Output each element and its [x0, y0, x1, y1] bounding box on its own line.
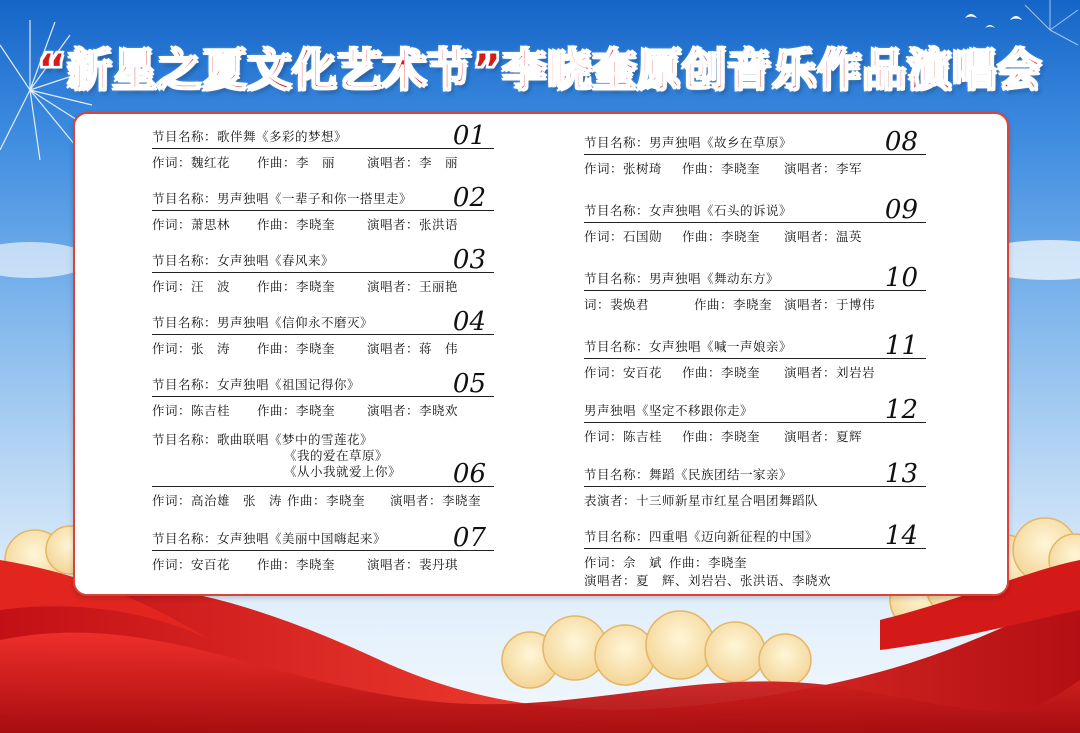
program-title: 四重唱《迈向新征程的中国》 — [649, 529, 819, 544]
program-title: 男声独唱《信仰永不磨灭》 — [217, 315, 374, 330]
program-title: 女声独唱《祖国记得你》 — [217, 377, 361, 392]
program-item: 节目名称：女声独唱《喊一声娘亲》 11 作词：安百花 作曲：李晓奎 演唱者：刘岩岩 — [584, 332, 926, 379]
page-title: “新星之夏文化艺术节”李晓奎原创音乐作品演唱会 — [37, 45, 1043, 96]
program-title: 男声独唱《故乡在草原》 — [649, 135, 793, 150]
program-title: 男声独唱《一辈子和你一搭里走》 — [217, 191, 413, 206]
program-title: 《从小我就爱上你》 — [284, 464, 402, 479]
program-item: 节目名称：女声独唱《石头的诉说》 09 作词：石国勋 作曲：李晓奎 演唱者：温英 — [584, 196, 926, 243]
program-number: 02 — [452, 183, 486, 213]
program-number: 12 — [884, 395, 918, 425]
program-number: 10 — [884, 263, 918, 293]
program-number: 04 — [452, 307, 486, 337]
program-item: 节目名称：歌伴舞《多彩的梦想》 01 作词：魏红花 作曲：李 丽 演唱者：李 丽 — [152, 122, 494, 169]
birds — [965, 14, 1022, 28]
program-number: 06 — [452, 459, 486, 489]
program-item: 节目名称：男声独唱《信仰永不磨灭》 04 作词：张 涛 作曲：李晓奎 演唱者：蒋 伟 — [152, 308, 494, 355]
program-item: 节目名称：男声独唱《故乡在草原》 08 作词：张树琦 作曲：李晓奎 演唱者：李军 — [584, 128, 926, 175]
program-number: 03 — [452, 245, 486, 275]
program-title: 女声独唱《春风来》 — [217, 253, 335, 268]
program-item: 男声独唱《坚定不移跟你走》 12 作词：陈吉桂 作曲：李晓奎 演唱者：夏辉 — [584, 396, 926, 443]
program-title: 舞蹈《民族团结一家亲》 — [649, 467, 793, 482]
program-item: 节目名称：女声独唱《祖国记得你》 05 作词：陈吉桂 作曲：李晓奎 演唱者：李晓欢 — [152, 370, 494, 417]
program-number: 11 — [884, 331, 918, 361]
program-title: 歌曲联唱《梦中的雪莲花》 — [217, 432, 374, 447]
program-number: 05 — [452, 369, 486, 399]
program-title: 男声独唱《坚定不移跟你走》 — [584, 403, 754, 418]
program-item: 节目名称：四重唱《迈向新征程的中国》 14 作词：佘 斌 作曲：李晓奎 演唱者：夏 辉、刘岩岩、张洪语、李晓欢 — [584, 522, 926, 587]
program-item: 节目名称：舞蹈《民族团结一家亲》 13 表演者：十三师新星市红星合唱团舞蹈队 — [584, 460, 926, 507]
program-item: 节目名称：男声独唱《舞动东方》 10 词：裴焕君 作曲：李晓奎 演唱者：于博伟 — [584, 264, 926, 311]
program-number: 01 — [452, 121, 486, 151]
program-title: 女声独唱《喊一声娘亲》 — [649, 339, 793, 354]
performer-text: 表演者：十三师新星市红星合唱团舞蹈队 — [584, 493, 819, 508]
program-title: 男声独唱《舞动东方》 — [649, 271, 780, 286]
program-title: 女声独唱《美丽中国嗨起来》 — [217, 531, 387, 546]
program-number: 13 — [884, 459, 918, 489]
program-title: 女声独唱《石头的诉说》 — [649, 203, 793, 218]
program-title: 歌伴舞《多彩的梦想》 — [217, 129, 348, 144]
program-item: 节目名称：女声独唱《春风来》 03 作词：汪 波 作曲：李晓奎 演唱者：王丽艳 — [152, 246, 494, 293]
program-number: 14 — [884, 521, 918, 551]
program-number: 08 — [884, 127, 918, 157]
program-number: 09 — [884, 195, 918, 225]
program-title: 《我的爱在草原》 — [284, 448, 389, 463]
program-item: 节目名称：女声独唱《美丽中国嗨起来》 07 作词：安百花 作曲：李晓奎 演唱者：裴丹琪 — [152, 524, 494, 571]
program-item: 节目名称：男声独唱《一辈子和你一搭里走》 02 作词：萧思林 作曲：李晓奎 演唱者：张洪语 — [152, 184, 494, 231]
program-number: 07 — [452, 523, 486, 553]
program-item: 节目名称：歌曲联唱《梦中的雪莲花》 《我的爱在草原》 《从小我就爱上你》 06 作词：高治雄 张 涛 作曲：李晓奎 演唱者：李晓奎 — [152, 424, 494, 507]
